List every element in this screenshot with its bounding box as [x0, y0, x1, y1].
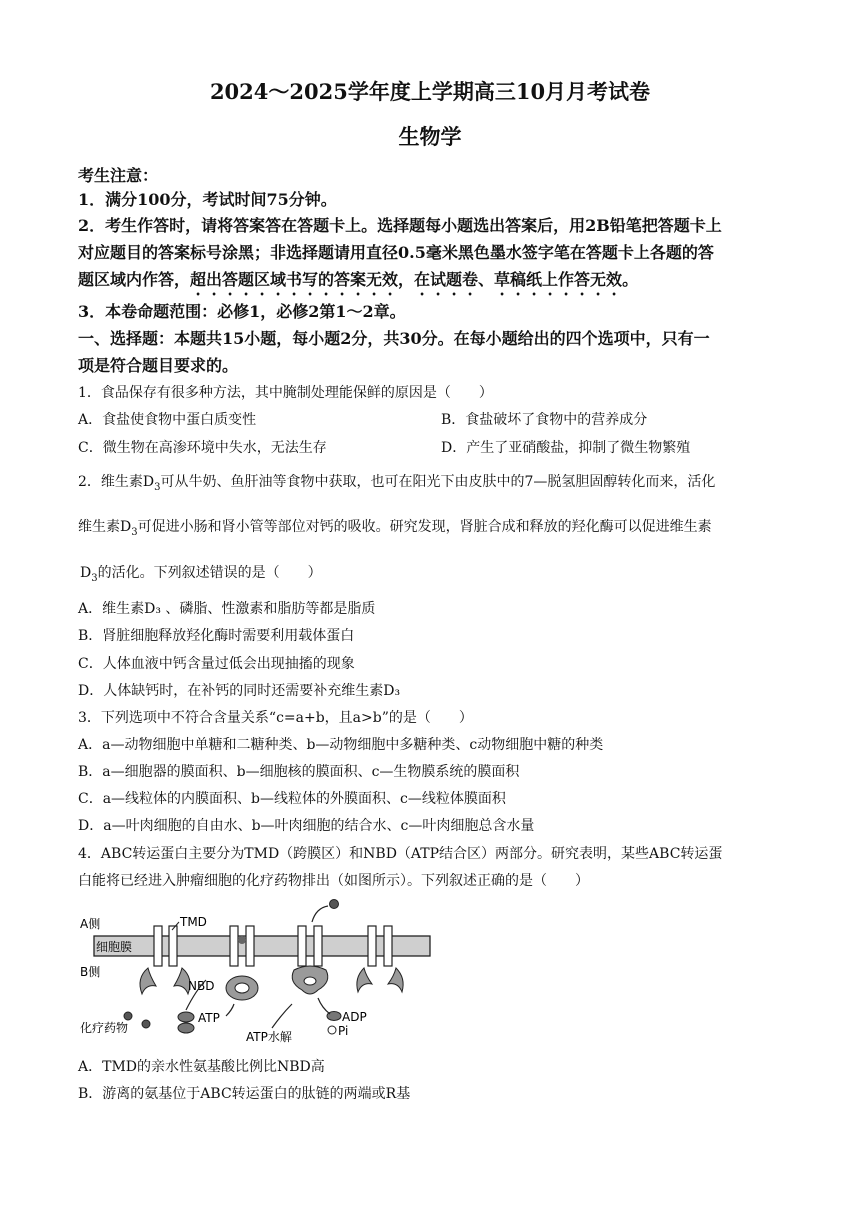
subscript: 3 — [131, 526, 138, 538]
drug-label: 化疗药物 — [80, 1021, 129, 1035]
question-2-option-b: B．肾脏细胞释放羟化酶时需要利用载体蛋白 — [78, 628, 355, 644]
membrane-label: 细胞膜 — [96, 940, 133, 954]
question-4-stem-line-2: 白能将已经进入肿瘤细胞的化疗药物排出（如图所示）。下列叙述正确的是（ ） — [78, 873, 589, 889]
stem-text: D — [80, 565, 92, 581]
transporter-2 — [226, 926, 258, 1000]
notice-heading: 考生注意： — [78, 166, 159, 185]
question-3-option-d: D．a—叶肉细胞的自由水、b—叶肉细胞的结合水、c—叶肉细胞总含水量 — [78, 818, 535, 834]
membrane-band — [94, 936, 430, 956]
subscript: 3 — [154, 481, 161, 493]
question-1-option-b: B．食盐破坏了食物中的营养成分 — [441, 412, 648, 428]
notice-item-1: 1．满分100分，考试时间75分钟。 — [78, 190, 337, 209]
notice-item-2-line-2: 对应题目的答案标号涂黑；非选择题请用直径0.5毫米黑色墨水签字笔在答题卡上各题的答 — [78, 243, 714, 262]
stem-text: 维生素D — [78, 519, 132, 535]
question-3-option-c: C．a—线粒体的内膜面积、b—线粒体的外膜面积、c—线粒体膜面积 — [78, 791, 506, 807]
emphasis-text: 超出答题区域书写的答案无效 — [190, 270, 399, 289]
drug-molecule — [142, 1020, 150, 1028]
question-2-stem-line-1 — [78, 471, 715, 493]
exam-title: 2024～2025学年度上学期高三10月月考试卷 — [209, 79, 651, 104]
question-2-stem-line-2 — [78, 516, 712, 538]
side-a-label: A侧 — [80, 917, 101, 931]
pi-molecule — [328, 1026, 336, 1034]
arrow-icon — [272, 1004, 292, 1028]
drug-molecule-expelled — [330, 900, 339, 909]
subject-title: 生物学 — [398, 124, 462, 149]
subscript: 3 — [91, 572, 98, 584]
stem-text: 可促进小肠和肾小管等部位对钙的吸收。研究发现，肾脏合成和释放的羟化酶可以促进维生素 — [137, 519, 712, 535]
question-4-option-b: B．游离的氨基位于ABC转运蛋白的肽链的两端或R基 — [78, 1086, 411, 1102]
question-1-option-a: A．食盐使食物中蛋白质变性 — [78, 412, 257, 428]
arrow-icon — [312, 906, 328, 922]
notice-text: 。 — [622, 270, 639, 289]
question-4-option-a: A．TMD的亲水性氨基酸比例比NBD高 — [78, 1059, 325, 1075]
atp-hydrolysis-label: ATP水解 — [246, 1030, 292, 1044]
question-2-option-d: D．人体缺钙时，在补钙的同时还需要补充维生素D₃ — [78, 683, 401, 699]
arrow-icon — [318, 998, 330, 1014]
atp-label: ATP — [198, 1011, 220, 1025]
question-3-stem: 3．下列选项中不符合含量关系“c=a+b，且a>b”的是（ ） — [78, 710, 473, 726]
section-heading-line-1: 一、选择题：本题共15小题，每小题2分，共30分。在每小题给出的四个选项中，只有一 — [78, 329, 710, 348]
notice-item-2-line-1: 2．考生作答时，请将答案答在答题卡上。选择题每小题选出答案后，用2B铅笔把答题卡上 — [78, 216, 722, 235]
stem-text: 可从牛奶、鱼肝油等食物中获取，也可在阳光下由皮肤中的7—脱氢胆固醇转化而来，活化 — [160, 474, 716, 490]
emphasis-text: 在试题卷、草稿纸上作答无效 — [414, 270, 623, 289]
tmd-label: TMD — [180, 915, 207, 929]
section-heading-line-2: 项是符合题目要求的。 — [78, 356, 239, 375]
question-1-option-d: D．产生了亚硝酸盐，抑制了微生物繁殖 — [441, 440, 691, 456]
question-1-stem: 1．食品保存有很多种方法，其中腌制处理能保鲜的原因是（ ） — [78, 385, 493, 401]
question-3-option-a: A．a—动物细胞中单糖和二糖种类、b—动物细胞中多糖种类、c动物细胞中糖的种类 — [78, 737, 604, 753]
question-1-option-c: C．微生物在高渗环境中失水，无法生存 — [78, 440, 327, 456]
pi-label: Pi — [338, 1024, 349, 1038]
notice-text: ， — [398, 270, 415, 289]
notice-text: 题区域内作答， — [78, 270, 191, 289]
side-b-label: B侧 — [80, 965, 101, 979]
atp-molecule — [178, 1023, 194, 1033]
adp-label: ADP — [342, 1010, 367, 1024]
arrow-icon — [226, 1004, 234, 1016]
question-2-option-a: A．维生素D₃ 、磷脂、性激素和脂肪等都是脂质 — [78, 601, 376, 617]
notice-item-2-line-3 — [78, 267, 638, 299]
atp-molecule — [178, 1012, 194, 1022]
stem-text: 2．维生素D — [78, 474, 155, 490]
question-4-stem-line-1: 4．ABC转运蛋白主要分为TMD（跨膜区）和NBD（ATP结合区）两部分。研究表明，某些ABC转运蛋 — [78, 846, 723, 862]
question-2-stem-line-3 — [80, 562, 322, 584]
stem-text: 的活化。下列叙述错误的是（ ） — [97, 565, 322, 581]
question-3-option-b: B．a—细胞器的膜面积、b—细胞核的膜面积、c—生物膜系统的膜面积 — [78, 764, 520, 780]
question-2-option-c: C．人体血液中钙含量过低会出现抽搐的现象 — [78, 656, 355, 672]
nbd-label: NBD — [188, 979, 215, 993]
drug-molecule — [124, 1012, 132, 1020]
abc-transporter-diagram — [76, 898, 436, 1048]
notice-item-3: 3．本卷命题范围：必修1，必修2第1～2章。 — [78, 302, 406, 321]
